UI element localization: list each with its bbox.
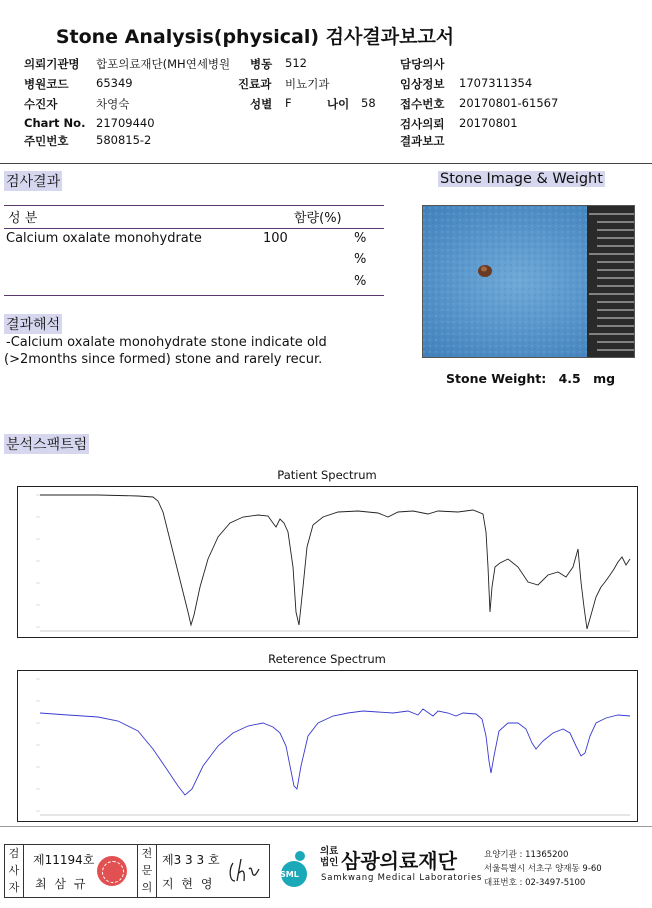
request-date-label: 검사의뢰: [400, 117, 445, 131]
results-section-title: 검사결과: [4, 171, 62, 191]
org-name-en: Samkwang Medical Laboratories: [321, 873, 483, 883]
hospital-code-label: 병원코드: [24, 77, 69, 91]
results-header-rule: [4, 228, 384, 229]
specialist-license: 제3 3 3 호: [162, 853, 220, 867]
spectrum-section-title: 분석스팩트럼: [4, 434, 89, 454]
chart-no-label: Chart No.: [24, 116, 86, 130]
id-no-value: 580815-2: [96, 133, 152, 147]
patient-spectrum-line: [40, 495, 630, 629]
ward-value: 512: [285, 56, 307, 70]
age-label: 나이: [327, 97, 350, 111]
component-column-header: 성 분: [8, 211, 38, 226]
examiner-label: 검사자: [5, 845, 24, 897]
signature-block: [4, 844, 270, 898]
content-value-cell: 100: [263, 231, 288, 246]
age-value: 58: [361, 96, 376, 110]
reference-spectrum-title: Reterence Spectrum: [268, 652, 386, 666]
patient-label: 수진자: [24, 97, 58, 111]
examiner-seal-icon: [97, 856, 127, 886]
interpretation-line-1: -Calcium oxalate monohydrate stone indicate old: [6, 335, 327, 350]
sex-value: F: [285, 96, 292, 110]
address: 서울특별시 서초구 양재동 9-60: [484, 864, 602, 874]
specialist-name: 지 현 영: [162, 877, 215, 891]
result-report-label: 결과보고: [400, 134, 445, 148]
receipt-no-value: 20170801-61567: [459, 96, 559, 110]
interpretation-section-title: 결과해석: [4, 314, 62, 334]
y-ticks: [36, 679, 40, 811]
header-row-4: [0, 116, 652, 132]
header-row-2: [0, 76, 652, 92]
registration-number: 요양기관 : 11365200: [484, 850, 569, 860]
patient-spectrum-title: Patient Spectrum: [277, 468, 377, 482]
stone-weight-unit: mg: [593, 371, 616, 386]
clinical-info-label: 임상정보: [400, 77, 445, 91]
header-row-3: [0, 96, 652, 112]
specialist-label: 전문의: [137, 845, 157, 897]
org-type: 의료법인: [320, 846, 339, 868]
stone-photo: [422, 205, 635, 358]
logo-text: SML: [280, 870, 299, 879]
header-divider: [0, 163, 652, 164]
hospital-code-value: 65349: [96, 76, 133, 90]
examiner-name: 최 삼 규: [35, 877, 88, 891]
content-unit-cell: %: [354, 231, 367, 246]
chart-no-value: 21709440: [96, 116, 155, 130]
specialist-signature-icon: [227, 855, 263, 887]
header-row-5: [0, 133, 652, 149]
department-label: 진료과: [238, 77, 272, 91]
doctor-label: 담당의사: [400, 57, 445, 71]
org-name: 삼광의료재단: [341, 849, 457, 873]
report-title: Stone Analysis(physical) 검사결과보고서: [55, 26, 455, 48]
interpretation-line-2: (>2months since formed) stone and rarely recur.: [4, 352, 323, 367]
id-no-label: 주민번호: [24, 134, 69, 148]
y-ticks: [36, 495, 40, 627]
results-table-bottom-rule: [4, 295, 384, 296]
ruler: [587, 206, 634, 357]
phone-number: 대표번호 : 02-3497-5100: [484, 878, 586, 888]
stone: [478, 265, 492, 277]
department-value: 비뇨기과: [285, 77, 330, 91]
institution-label: 의뢰기관명: [24, 57, 80, 71]
patient-spectrum-plot: [17, 486, 638, 638]
receipt-no-label: 접수번호: [400, 97, 445, 111]
stone-weight: [446, 371, 615, 386]
reference-spectrum-line: [40, 709, 630, 795]
reference-spectrum-plot: [17, 670, 638, 822]
ward-label: 병동: [250, 57, 273, 71]
sex-label: 성별: [250, 97, 273, 111]
stone-weight-value: 4.5: [558, 371, 581, 386]
content-unit-cell: %: [354, 252, 367, 267]
content-column-header: 함량(%): [294, 211, 342, 226]
component-cell: Calcium oxalate monohydrate: [6, 231, 202, 246]
stone-image-section-title: Stone Image & Weight: [440, 171, 603, 187]
results-table-top-rule: [4, 205, 384, 206]
content-unit-cell: %: [354, 274, 367, 289]
header-row-1: [0, 56, 652, 72]
footer-divider: [0, 826, 652, 827]
examiner-license: 제11194호: [33, 853, 95, 867]
stone-weight-label: Stone Weight:: [446, 371, 547, 386]
sml-logo-icon: [276, 846, 320, 890]
clinical-info-value: 1707311354: [459, 76, 533, 90]
request-date-value: 20170801: [459, 116, 518, 130]
patient-value: 차영숙: [96, 97, 130, 111]
institution-value: 합포의료재단(MH연세병원: [96, 57, 231, 71]
